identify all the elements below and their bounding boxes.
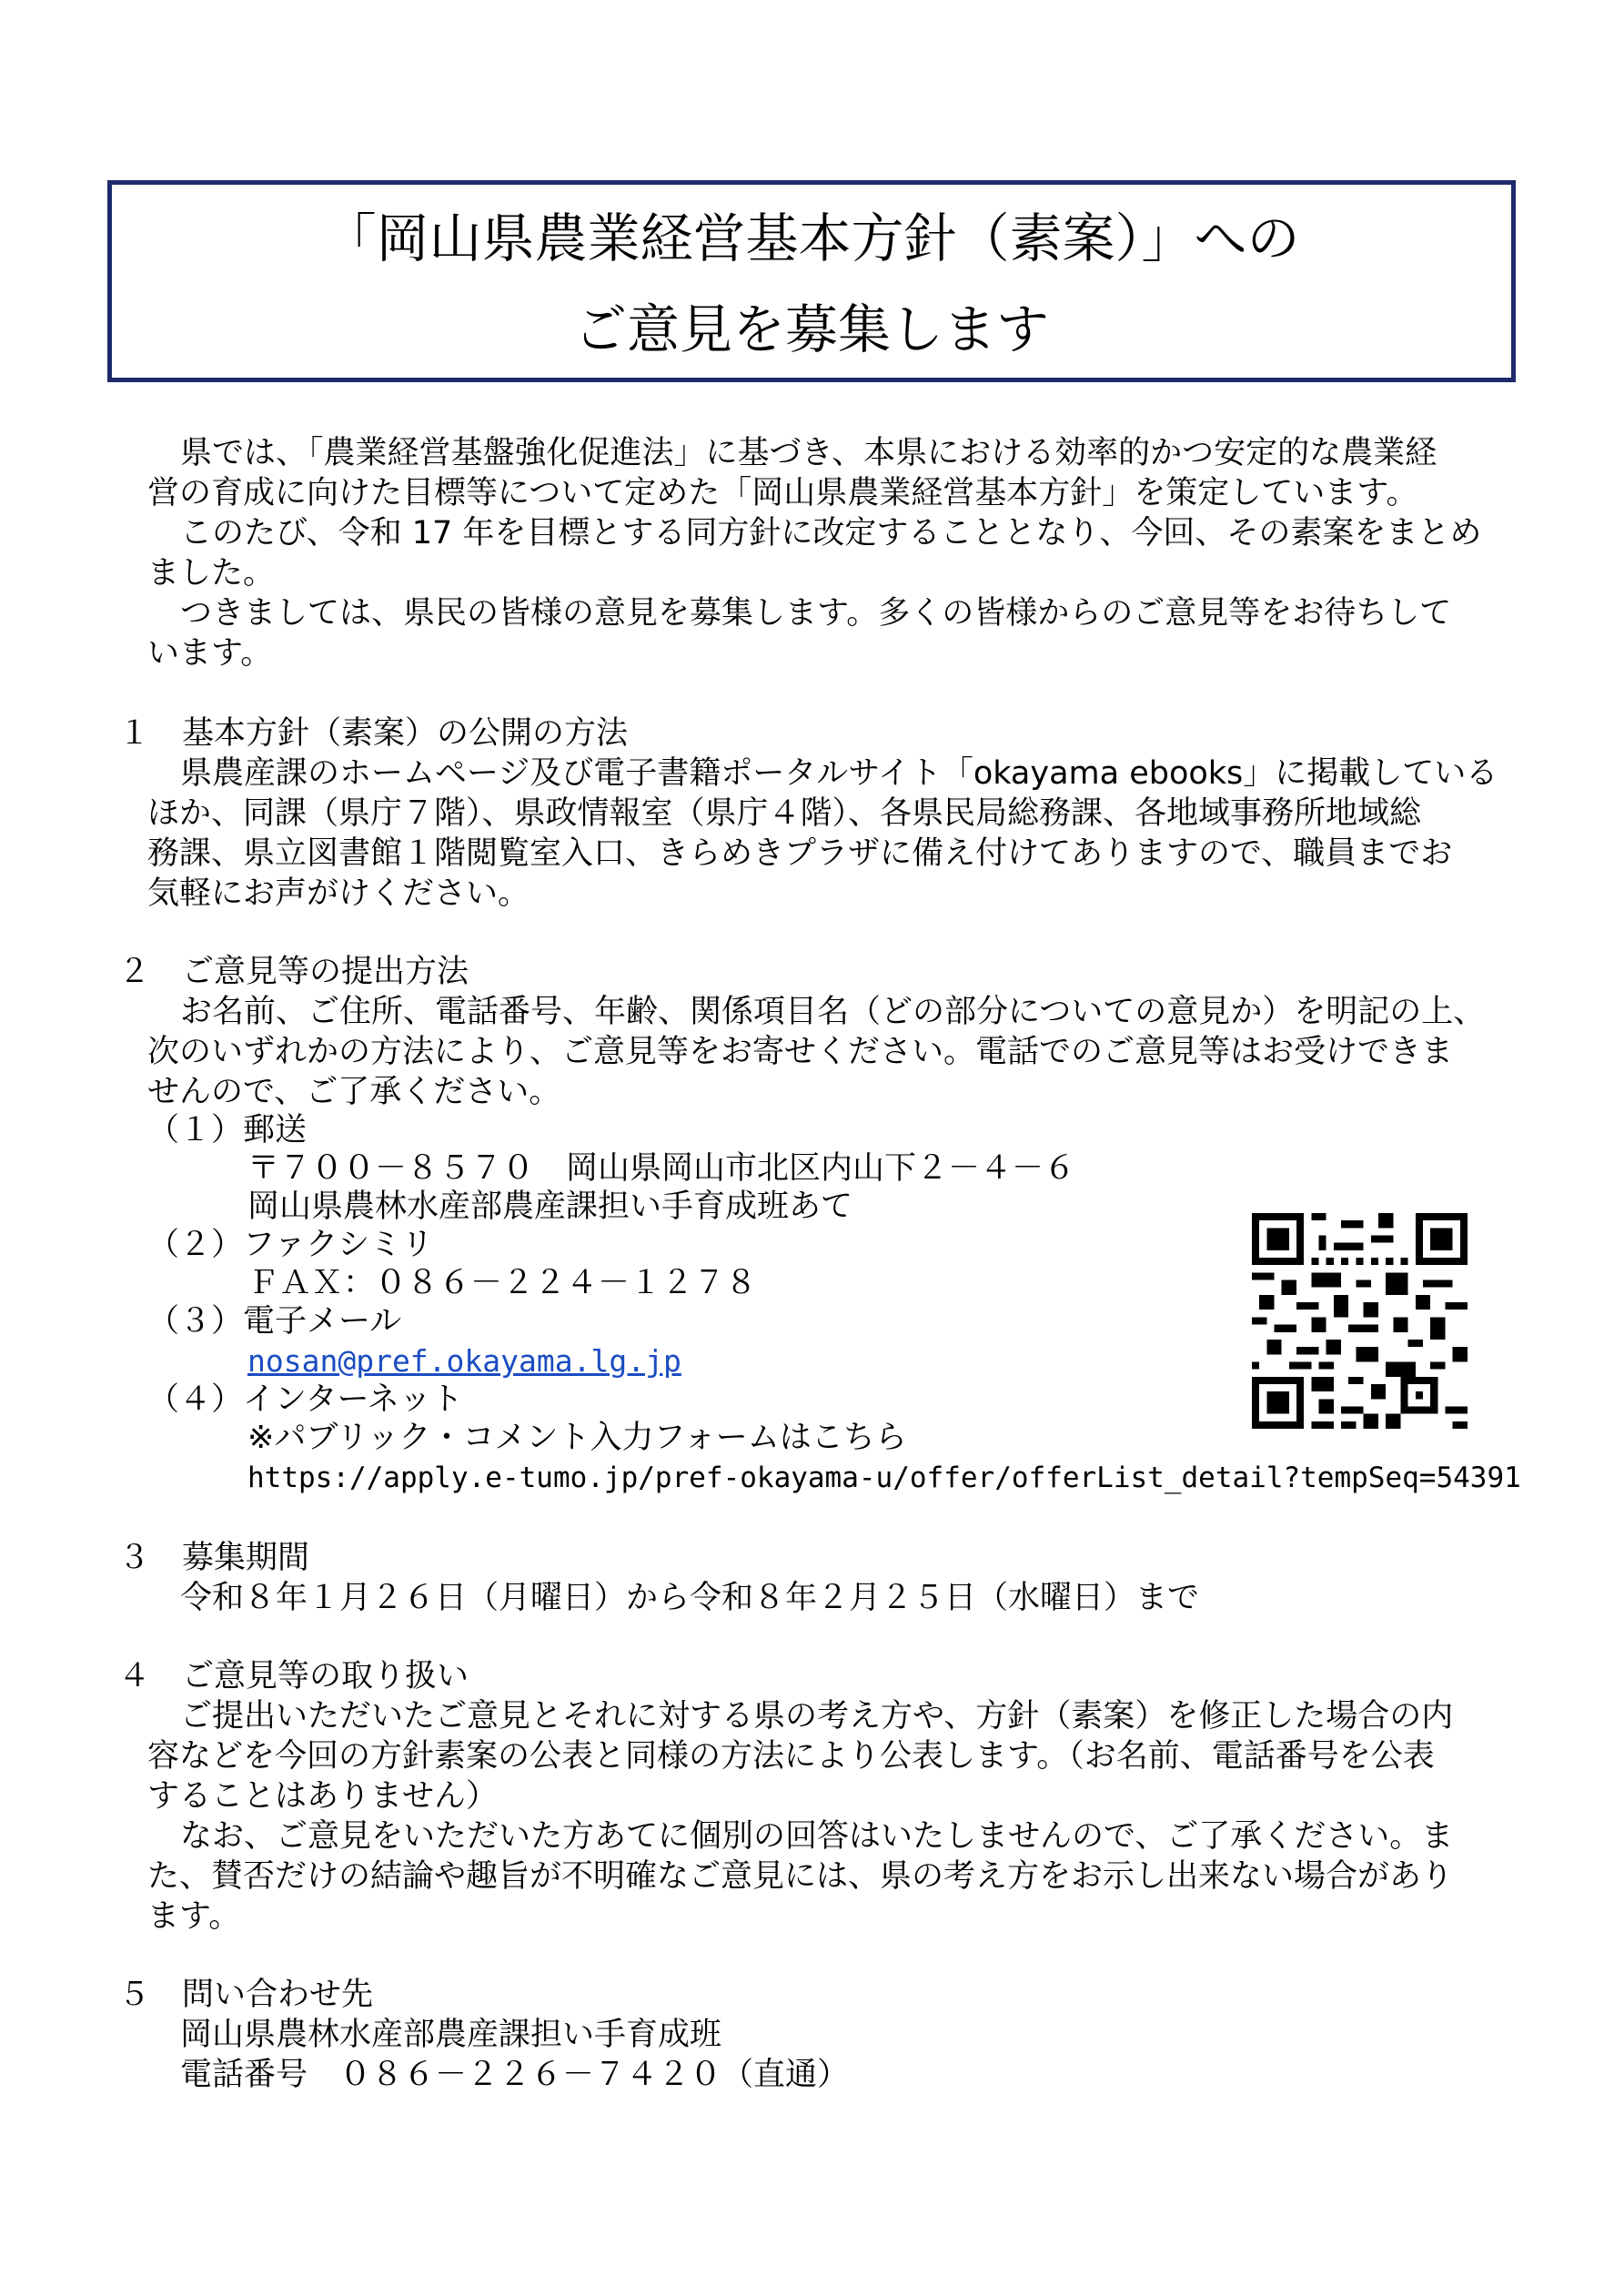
section-heading-5: ５ 問い合わせ先 <box>118 1977 374 2013</box>
page-title-line2: ご意見を募集します <box>573 298 1049 360</box>
section-heading-3: ３ 募集期間 <box>118 1540 310 1576</box>
intro-line: ました。 <box>147 555 276 592</box>
section-body-line: 気軽にお声がけください。 <box>147 875 530 912</box>
section-body-line: 容などを今回の方針素案の公表と同様の方法により公表します。（お名前、電話番号を公表 <box>147 1738 1435 1775</box>
contact-office: 岡山県農林水産部農産課担い手育成班 <box>180 2017 722 2053</box>
intro-line: つきましては、県民の皆様の意見を募集します。多くの皆様からのご意見等をお待ちして <box>180 595 1452 632</box>
intro-line: このたび、令和 17 年を目標とする同方針に改定することとなり、今回、その素案をまとめ <box>180 515 1482 551</box>
section-body-line: ご提出いただいたご意見とそれに対する県の考え方や、方針（素案）を修正した場合の内 <box>180 1698 1454 1735</box>
method-label-fax: （２）ファクシミリ <box>147 1227 434 1263</box>
method-mail-recipient: 岡山県農林水産部農産課担い手育成班あて <box>247 1188 853 1225</box>
public-comment-url[interactable]: https://apply.e-tumo.jp/pref-okayama-u/offer/offerList_detail?tempSeq=54391 <box>247 1462 1521 1494</box>
method-label-internet: （４）インターネット <box>147 1381 463 1418</box>
section-body-line: ます。 <box>147 1898 241 1935</box>
title-box <box>107 180 1516 382</box>
section-body-line: ほか、同課（県庁７階）、県政情報室（県庁４階）、各県民局総務課、各地域事務所地域総 <box>147 795 1422 832</box>
section-heading-2: ２ ご意見等の提出方法 <box>118 954 469 990</box>
contact-phone: 電話番号 ０８６－２２６－７４２０（直通） <box>180 2057 850 2093</box>
section-heading-1: １ 基本方針（素案）の公開の方法 <box>118 715 629 752</box>
section-body-line: することはありません） <box>147 1778 499 1815</box>
method-fax-number: ＦＡＸ：０８６－２２４－１２７８ <box>247 1265 758 1301</box>
section-body-line: 県農産課のホームページ及び電子書籍ポータルサイト「okayama ebooks」に掲載している <box>180 755 1498 792</box>
section-body-line: 令和８年１月２６日（月曜日）から令和８年２月２５日（水曜日）まで <box>180 1580 1200 1616</box>
section-body-line: お名前、ご住所、電話番号、年齢、関係項目名（どの部分についての意見か）を明記の上、 <box>180 994 1486 1030</box>
section-heading-4: ４ ご意見等の取り扱い <box>118 1658 469 1694</box>
method-mail-address: 〒７００－８５７０ 岡山県岡山市北区内山下２－４－６ <box>247 1150 1076 1187</box>
section-body-line: せんので、ご了承ください。 <box>147 1074 561 1110</box>
method-label-mail: （１）郵送 <box>147 1112 308 1148</box>
intro-line: います。 <box>147 635 273 672</box>
qr-code-icon[interactable] <box>1252 1213 1468 1429</box>
section-body-line: 務課、県立図書館１階閲覧室入口、きらめきプラザに備え付けてありますので、職員までお <box>147 835 1453 872</box>
intro-line: 営の育成に向けた目標等について定めた「岡山県農業経営基本方針」を策定しています。 <box>147 475 1418 511</box>
method-internet-note: ※パブリック・コメント入力フォームはこちら <box>247 1420 907 1456</box>
method-label-email: （３）電子メール <box>147 1303 402 1340</box>
section-body-line: なお、ご意見をいただいた方あてに個別の回答はいたしませんので、ご了承ください。ま <box>180 1818 1454 1855</box>
email-link[interactable]: nosan@pref.okayama.lg.jp <box>247 1343 681 1379</box>
page-title-line1: 「岡山県農業経営基本方針（素案）」への <box>323 207 1300 269</box>
section-body-line: 次のいずれかの方法により、ご意見等をお寄せください。電話でのご意見等はお受けできま <box>147 1034 1454 1070</box>
intro-line: 県では、「農業経営基盤強化促進法」に基づき、本県における効率的かつ安定的な農業経 <box>180 435 1437 471</box>
section-body-line: た、賛否だけの結論や趣旨が不明確なご意見には、県の考え方をお示し出来ない場合があり <box>147 1858 1454 1895</box>
